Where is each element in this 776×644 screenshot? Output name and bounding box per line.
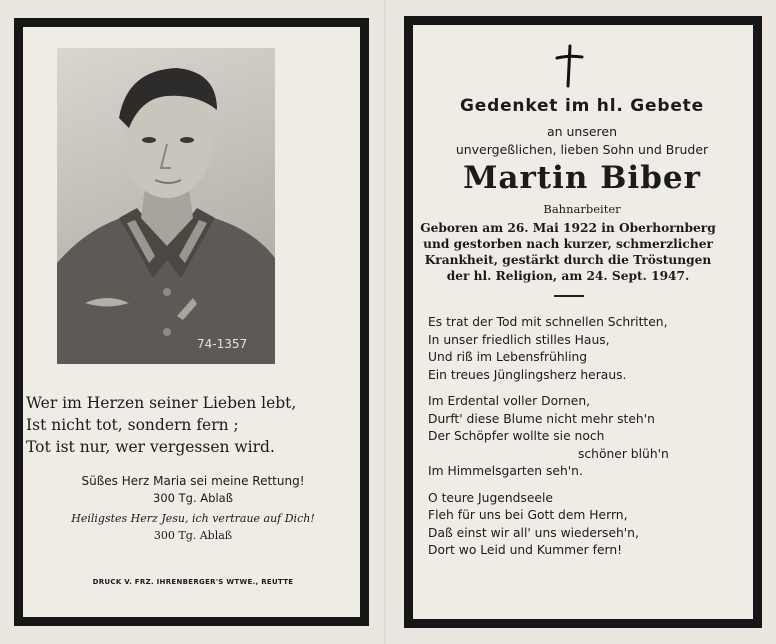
printer-credit: DRUCK V. FRZ. IHRENBERGER'S WTWE., REUTTE bbox=[92, 578, 294, 586]
poem-line: Im Himmelsgarten seh'n. bbox=[428, 464, 583, 478]
verse-line: Wer im Herzen seiner Lieben lebt, bbox=[26, 394, 297, 412]
relation-line: unvergeßlichen, lieben Sohn und Bruder bbox=[455, 142, 709, 157]
poem-line: Ein treues Jünglingsherz heraus. bbox=[428, 367, 627, 382]
right-card-page bbox=[388, 0, 776, 644]
intro-line: an unseren bbox=[546, 124, 618, 139]
poem-line: Und riß im Lebensfrühling bbox=[428, 350, 588, 364]
memorial-heading: Gedenket im hl. Gebete bbox=[460, 96, 704, 116]
biography-line: Geboren am 26. Mai 1922 in Oberhornberg bbox=[420, 221, 716, 235]
portrait-photo-illustration bbox=[57, 48, 275, 364]
divider-rule bbox=[554, 295, 584, 297]
poem-line: Dort wo Leid und Kummer fern! bbox=[428, 543, 623, 557]
biography-line: Krankheit, gestärkt durch die Tröstungen bbox=[424, 253, 712, 267]
poem-line: Daß einst wir all' uns wiederseh'n, bbox=[428, 525, 639, 540]
cross-icon bbox=[554, 44, 584, 88]
poem-stanza bbox=[428, 490, 738, 560]
memorial-poem bbox=[428, 314, 738, 569]
poem-line: Es trat der Tod mit schnellen Schritten, bbox=[428, 315, 668, 329]
biography-line: und gestorben nach kurzer, schmerzlicher bbox=[423, 237, 713, 251]
poem-stanza bbox=[428, 393, 738, 481]
poem-line: Fleh für uns bei Gott dem Herrn, bbox=[428, 508, 628, 522]
verse-line: Tot ist nur, wer vergessen wird. bbox=[26, 438, 275, 456]
poem-line: In unser friedlich stilles Haus, bbox=[428, 332, 610, 347]
verse-line: Ist nicht tot, sondern fern ; bbox=[26, 416, 239, 434]
portrait-photo bbox=[57, 48, 275, 364]
indulgence-note-1: 300 Tg. Ablaß bbox=[153, 491, 233, 505]
poem-line: Durft' diese Blume nicht mehr steh'n bbox=[428, 411, 655, 426]
biography-line: der hl. Religion, am 24. Sept. 1947. bbox=[446, 269, 690, 283]
prayer-mary: Süßes Herz Maria sei meine Rettung! bbox=[81, 474, 305, 488]
poem-line: O teure Jugendseele bbox=[428, 490, 553, 505]
photo-tag-number: 74-1357 bbox=[197, 337, 248, 351]
indulgence-note-2: 300 Tg. Ablaß bbox=[153, 529, 233, 542]
poem-line: schöner blüh'n bbox=[578, 446, 669, 461]
poem-stanza bbox=[428, 314, 738, 384]
memorial-verse bbox=[26, 392, 326, 458]
prayer-jesus: Heiligstes Herz Jesu, ich vertraue auf Dich! bbox=[71, 512, 315, 525]
occupation: Bahnarbeiter bbox=[543, 202, 621, 216]
left-card-page bbox=[0, 0, 386, 644]
deceased-name: Martin Biber bbox=[463, 160, 701, 196]
poem-line: Im Erdental voller Dornen, bbox=[428, 394, 591, 408]
poem-line: Der Schöpfer wollte sie noch bbox=[428, 429, 605, 443]
